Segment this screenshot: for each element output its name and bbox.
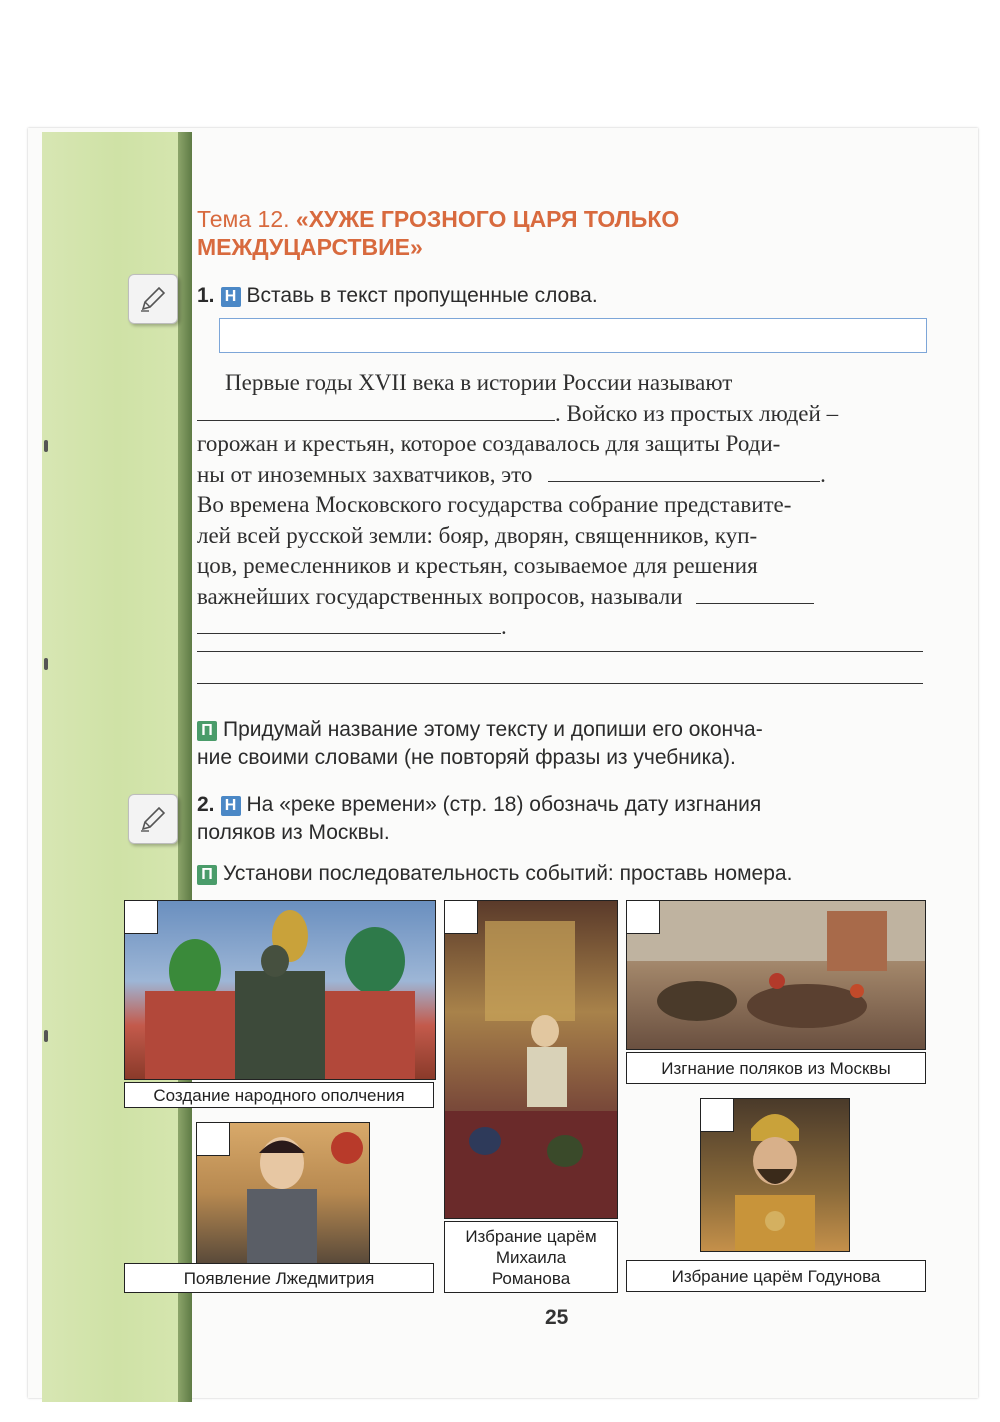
page-number: 25 xyxy=(545,1306,569,1329)
blank-field[interactable] xyxy=(197,617,501,634)
caption-text: Избрание царём Годунова xyxy=(671,1266,881,1286)
caption-militia xyxy=(124,1082,434,1108)
militia-monument-image xyxy=(124,900,436,1080)
task-text: Установи последовательность событий: проставь номера. xyxy=(223,862,793,885)
order-number-box[interactable] xyxy=(125,901,158,934)
writing-line[interactable] xyxy=(197,651,923,652)
text-fragment: ны от иноземных захватчиков, это xyxy=(197,461,533,487)
task-text: Вставь в текст пропущенные слова. xyxy=(246,284,598,307)
topic-title-line2: МЕЖДУЦАРСТВИЕ» xyxy=(197,234,423,260)
fill-in-text xyxy=(197,368,923,643)
text-fragment: важнейших государственных вопросов, называли xyxy=(197,583,683,609)
caption-text: Избрание царём xyxy=(465,1226,597,1246)
pencil-icon xyxy=(128,794,178,844)
text-fragment: . xyxy=(820,461,826,487)
level-badge: Н xyxy=(221,287,241,307)
romanov-election-image xyxy=(444,900,618,1219)
caption-text: Михаила xyxy=(495,1247,567,1267)
text-fragment: Первые годы XVII века в истории России называют xyxy=(225,370,733,395)
task-number: 1. xyxy=(197,284,215,307)
text-fragment: лей всей русской земли: бояр, дворян, священников, куп- xyxy=(197,522,758,548)
text-line xyxy=(197,521,923,552)
staple xyxy=(44,1030,48,1042)
task1-instruction xyxy=(197,282,598,310)
text-line xyxy=(197,460,923,491)
task-text: ние своими словами (не повторяй фразы из учебника). xyxy=(197,746,736,769)
level-badge: П xyxy=(197,721,217,741)
text-fragment: . xyxy=(501,614,507,639)
order-number-box[interactable] xyxy=(627,901,660,934)
text-line xyxy=(197,582,923,613)
text-fragment: горожан и крестьян, которое создавалось для защиты Роди- xyxy=(197,431,781,456)
caption-text: Изгнание поляков из Москвы xyxy=(661,1058,891,1078)
caption-text: Появление Лжедмитрия xyxy=(183,1268,375,1288)
text-fragment: Во времена Московского государства собрание представите- xyxy=(197,492,792,517)
task2-instruction xyxy=(197,791,761,847)
caption-text: Создание народного ополчения xyxy=(153,1085,405,1105)
order-number-box[interactable] xyxy=(197,1123,230,1156)
level-badge: Н xyxy=(221,796,241,816)
caption-text: Романова xyxy=(491,1268,571,1288)
text-line xyxy=(197,429,923,460)
text-line xyxy=(197,490,923,521)
caption-romanov xyxy=(444,1221,618,1293)
task1-extra-instruction xyxy=(197,716,763,772)
staple xyxy=(44,440,48,452)
godunov-image xyxy=(700,1098,850,1252)
false-dmitry-image xyxy=(196,1122,370,1264)
caption-godunov xyxy=(626,1260,926,1292)
page-title xyxy=(197,205,797,261)
task-text: поляков из Москвы. xyxy=(197,821,390,844)
order-number-box[interactable] xyxy=(445,901,478,934)
expulsion-image xyxy=(626,900,926,1050)
blank-field[interactable] xyxy=(548,465,820,482)
task-text: Придумай название этому тексту и допиши его оконча- xyxy=(223,718,763,741)
order-number-box[interactable] xyxy=(701,1099,734,1132)
writing-line[interactable] xyxy=(197,683,923,684)
text-line xyxy=(197,612,923,643)
caption-false-dmitry xyxy=(124,1263,434,1293)
text-line xyxy=(197,399,923,430)
blank-field[interactable] xyxy=(197,404,555,421)
caption-expulsion xyxy=(626,1052,926,1084)
task-number: 2. xyxy=(197,793,215,816)
pencil-icon xyxy=(128,274,178,324)
text-line xyxy=(197,368,923,399)
topic-title-line1: «ХУЖЕ ГРОЗНОГО ЦАРЯ ТОЛЬКО xyxy=(295,206,680,232)
task2-extra-instruction xyxy=(197,860,792,888)
text-line xyxy=(197,551,923,582)
topic-label: Тема 12. xyxy=(197,206,290,232)
blank-field[interactable] xyxy=(696,587,814,604)
staple xyxy=(44,658,48,670)
task-text: На «реке времени» (стр. 18) обозначь дату изгнания xyxy=(246,793,762,816)
text-fragment: цов, ремесленников и крестьян, созываемое для решения xyxy=(197,553,758,578)
text-fragment: . Войско из простых людей – xyxy=(555,400,839,426)
level-badge: П xyxy=(197,865,217,885)
title-answer-field[interactable] xyxy=(219,318,927,353)
